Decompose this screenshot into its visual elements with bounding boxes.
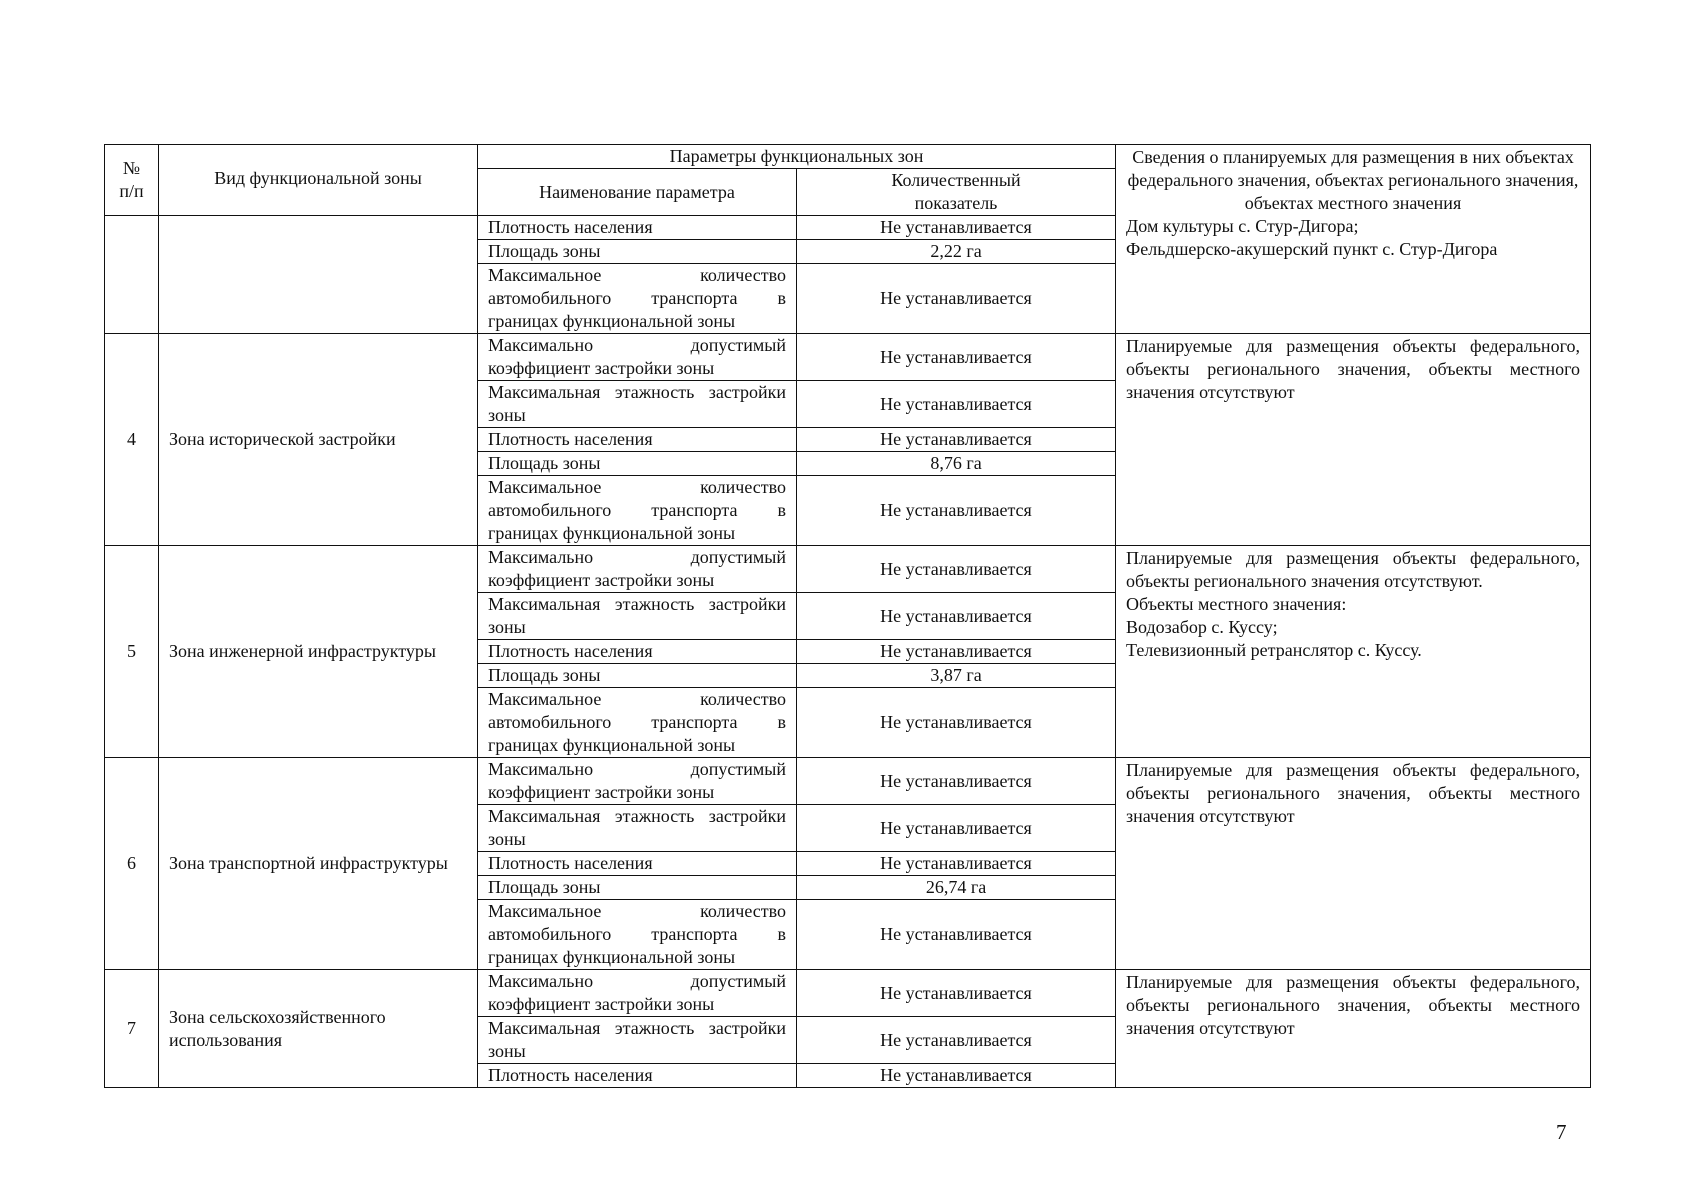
param-name: Плотность населения [478, 640, 797, 664]
planned-line: Дом культуры с. Стур-Дигора; [1126, 216, 1359, 236]
planned-line: Телевизионный ретранслятор с. Куссу. [1126, 640, 1422, 660]
param-name: Плотность населения [478, 428, 797, 452]
planned-line: Планируемые для размещения объекты федерального, объекты регионального значения отсутствуют. [1126, 548, 1581, 591]
param-value: Не устанавливается [797, 593, 1116, 640]
planned-objects-cell [1116, 546, 1591, 758]
param-value: Не устанавливается [797, 381, 1116, 428]
param-value: Не устанавливается [797, 428, 1116, 452]
param-name: Площадь зоны [478, 452, 797, 476]
param-value: Не устанавливается [797, 852, 1116, 876]
zone-name: Зона транспортной инфраструктуры [159, 758, 478, 970]
param-name: Максимальное количество автомобильного транспорта в границах функциональной зоны [478, 688, 797, 758]
zone-number: 4 [105, 334, 159, 546]
param-value: Не устанавливается [797, 640, 1116, 664]
planned-objects-cell [1116, 334, 1591, 546]
zone-name: Зона сельскохозяйственного использования [159, 970, 478, 1088]
param-name: Плотность населения [478, 216, 797, 240]
planned-objects-cell [1116, 970, 1591, 1088]
param-name: Максимальное количество автомобильного транспорта в границах функциональной зоны [478, 264, 797, 334]
param-value: Не устанавливается [797, 264, 1116, 334]
param-value: Не устанавливается [797, 970, 1116, 1017]
header-row [105, 145, 1591, 169]
param-name: Максимально допустимый коэффициент застройки зоны [478, 546, 797, 593]
zone-number: 7 [105, 970, 159, 1088]
param-name: Максимальное количество автомобильного транспорта в границах функциональной зоны [478, 900, 797, 970]
planned-cell-cont [1116, 145, 1591, 334]
param-value: 8,76 га [797, 452, 1116, 476]
param-value: Не устанавливается [797, 758, 1116, 805]
header-params: Параметры функциональных зон [478, 145, 1116, 169]
param-row [105, 334, 1591, 381]
planned-line: Объекты местного значения: [1126, 594, 1347, 614]
param-name: Плотность населения [478, 1064, 797, 1088]
param-row [105, 546, 1591, 593]
planned-line: Водозабор с. Куссу; [1126, 617, 1278, 637]
table-body [105, 145, 1591, 1088]
page-number: 7 [1556, 1120, 1567, 1144]
param-name: Максимальная этажность застройки зоны [478, 381, 797, 428]
param-name: Максимально допустимый коэффициент застройки зоны [478, 970, 797, 1017]
param-value: 26,74 га [797, 876, 1116, 900]
planned-line: Планируемые для размещения объекты федерального, объекты регионального значения, объекты местного значения отсутствуют [1126, 336, 1581, 402]
param-value: Не устанавливается [797, 900, 1116, 970]
zone-name: Зона инженерной инфраструктуры [159, 546, 478, 758]
param-name: Площадь зоны [478, 876, 797, 900]
planned-line: Планируемые для размещения объекты федерального, объекты регионального значения, объекты местного значения отсутствуют [1126, 760, 1581, 826]
header-zone-type: Вид функциональной зоны [159, 145, 478, 216]
param-name: Площадь зоны [478, 664, 797, 688]
header-param-value: Количественный показатель [797, 169, 1116, 216]
param-value: Не устанавливается [797, 805, 1116, 852]
header-param-name: Наименование параметра [478, 169, 797, 216]
param-value: Не устанавливается [797, 546, 1116, 593]
param-value: Не устанавливается [797, 688, 1116, 758]
param-value: 3,87 га [797, 664, 1116, 688]
param-name: Максимально допустимый коэффициент застройки зоны [478, 758, 797, 805]
zone-number: 6 [105, 758, 159, 970]
param-value: Не устанавливается [797, 476, 1116, 546]
param-row [105, 758, 1591, 805]
planned-line: Фельдшерско-акушерский пункт с. Стур-Дигора [1126, 239, 1498, 259]
param-value: Не устанавливается [797, 216, 1116, 240]
num-cell [105, 216, 159, 334]
param-name: Максимальное количество автомобильного транспорта в границах функциональной зоны [478, 476, 797, 546]
param-name: Площадь зоны [478, 240, 797, 264]
param-value: Не устанавливается [797, 334, 1116, 381]
param-value: Не устанавливается [797, 1017, 1116, 1064]
param-name: Максимальная этажность застройки зоны [478, 593, 797, 640]
header-planned: Сведения о планируемых для размещения в них объектах федерального значения, объектах регионального значения, объектах местного значения [1127, 147, 1579, 213]
header-num: № п/п [105, 145, 159, 216]
planned-objects-cell [1116, 758, 1591, 970]
functional-zones-table [104, 144, 1591, 1088]
zone-name: Зона исторической застройки [159, 334, 478, 546]
zone-name-cell [159, 216, 478, 334]
param-value: Не устанавливается [797, 1064, 1116, 1088]
param-value: 2,22 га [797, 240, 1116, 264]
param-name: Плотность населения [478, 852, 797, 876]
param-row [105, 970, 1591, 1017]
param-name: Максимальная этажность застройки зоны [478, 1017, 797, 1064]
planned-line: Планируемые для размещения объекты федерального, объекты регионального значения, объекты местного значения отсутствуют [1126, 972, 1581, 1038]
param-name: Максимальная этажность застройки зоны [478, 805, 797, 852]
param-name: Максимально допустимый коэффициент застройки зоны [478, 334, 797, 381]
zone-number: 5 [105, 546, 159, 758]
